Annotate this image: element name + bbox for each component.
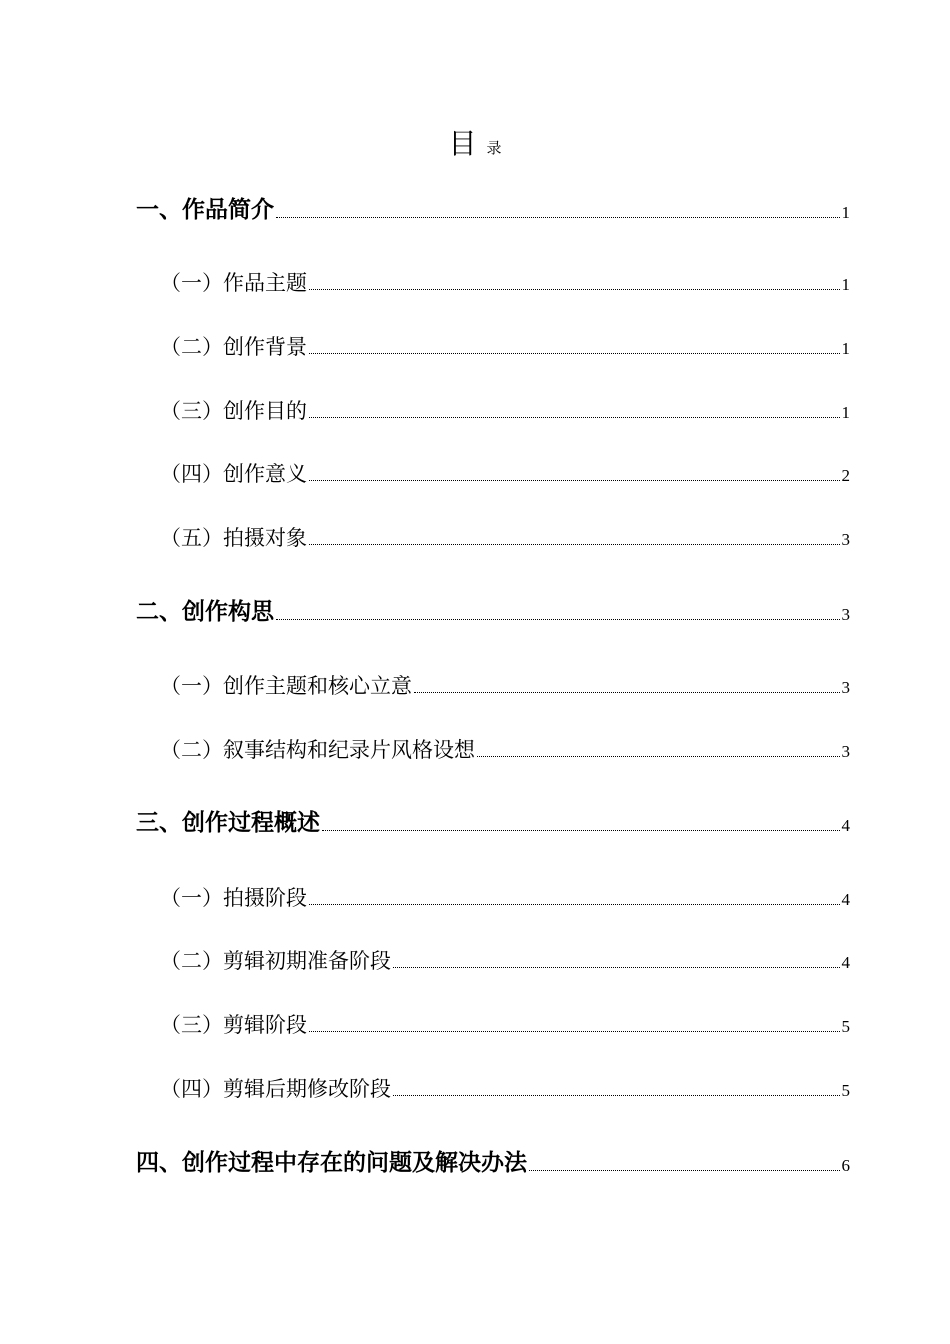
toc-entry-subsection[interactable]	[160, 1066, 850, 1100]
dot-leader	[276, 619, 840, 620]
toc-entry-text: 三、创作过程概述	[136, 810, 320, 836]
toc-entry-subsection[interactable]	[160, 663, 850, 697]
dot-leader	[309, 480, 840, 481]
dot-leader	[309, 904, 840, 905]
toc-page-number: 3	[841, 605, 850, 624]
toc-entry-text: （三）创作目的	[160, 399, 307, 423]
toc-title	[0, 122, 950, 162]
toc-page-number: 3	[841, 530, 850, 549]
toc-entry-text: （四）创作意义	[160, 462, 307, 486]
toc-entry-subsection[interactable]	[160, 515, 850, 549]
dot-leader	[393, 967, 840, 968]
dot-leader	[309, 353, 840, 354]
toc-page-number: 6	[841, 1156, 850, 1175]
toc-entry-text: 一、作品简介	[136, 197, 274, 223]
toc-page-number: 4	[841, 816, 850, 835]
dot-leader	[309, 544, 840, 545]
toc-entry-section-1[interactable]	[136, 188, 850, 222]
toc-entry-text: 二、创作构思	[136, 599, 274, 625]
dot-leader	[393, 1095, 840, 1096]
toc-title-main: 目	[448, 127, 477, 160]
dot-leader	[309, 1031, 840, 1032]
toc-entry-text: （一）作品主题	[160, 271, 307, 295]
dot-leader	[322, 830, 840, 831]
dot-leader	[529, 1170, 840, 1171]
toc-entry-text: （四）剪辑后期修改阶段	[160, 1077, 391, 1101]
toc-entry-text: （三）剪辑阶段	[160, 1013, 307, 1037]
toc-entry-text: （二）叙事结构和纪录片风格设想	[160, 738, 475, 762]
toc-entry-subsection[interactable]	[160, 260, 850, 294]
dot-leader	[309, 289, 840, 290]
toc-entry-subsection[interactable]	[160, 938, 850, 972]
toc-page-number: 5	[841, 1017, 850, 1036]
toc-page-number: 2	[841, 466, 850, 485]
dot-leader	[276, 217, 840, 218]
toc-page-number: 4	[841, 890, 850, 909]
toc-entry-subsection[interactable]	[160, 388, 850, 422]
toc-entry-text: （一）创作主题和核心立意	[160, 674, 412, 698]
toc-entry-subsection[interactable]	[160, 727, 850, 761]
toc-page-number: 1	[841, 339, 850, 358]
toc-entry-section-4[interactable]	[136, 1141, 850, 1175]
toc-entry-subsection[interactable]	[160, 1002, 850, 1036]
toc-page-number: 4	[841, 953, 850, 972]
toc-page-number: 1	[841, 403, 850, 422]
toc-page-number: 3	[841, 678, 850, 697]
dot-leader	[477, 756, 840, 757]
toc-page-number: 5	[841, 1081, 850, 1100]
toc-entry-text: （一）拍摄阶段	[160, 886, 307, 910]
toc-entry-section-2[interactable]	[136, 590, 850, 624]
dot-leader	[309, 417, 840, 418]
toc-entry-subsection[interactable]	[160, 875, 850, 909]
toc-page-number: 1	[841, 275, 850, 294]
toc-title-sub: 录	[486, 139, 502, 157]
dot-leader	[414, 692, 840, 693]
toc-page-number: 3	[841, 742, 850, 761]
toc-entry-text: （二）创作背景	[160, 335, 307, 359]
toc-page-number: 1	[841, 203, 850, 222]
toc-entry-text: 四、创作过程中存在的问题及解决办法	[136, 1150, 527, 1176]
toc-entry-section-3[interactable]	[136, 801, 850, 835]
toc-entry-subsection[interactable]	[160, 324, 850, 358]
toc-entry-text: （五）拍摄对象	[160, 526, 307, 550]
toc-entry-subsection[interactable]	[160, 451, 850, 485]
toc-entry-text: （二）剪辑初期准备阶段	[160, 949, 391, 973]
